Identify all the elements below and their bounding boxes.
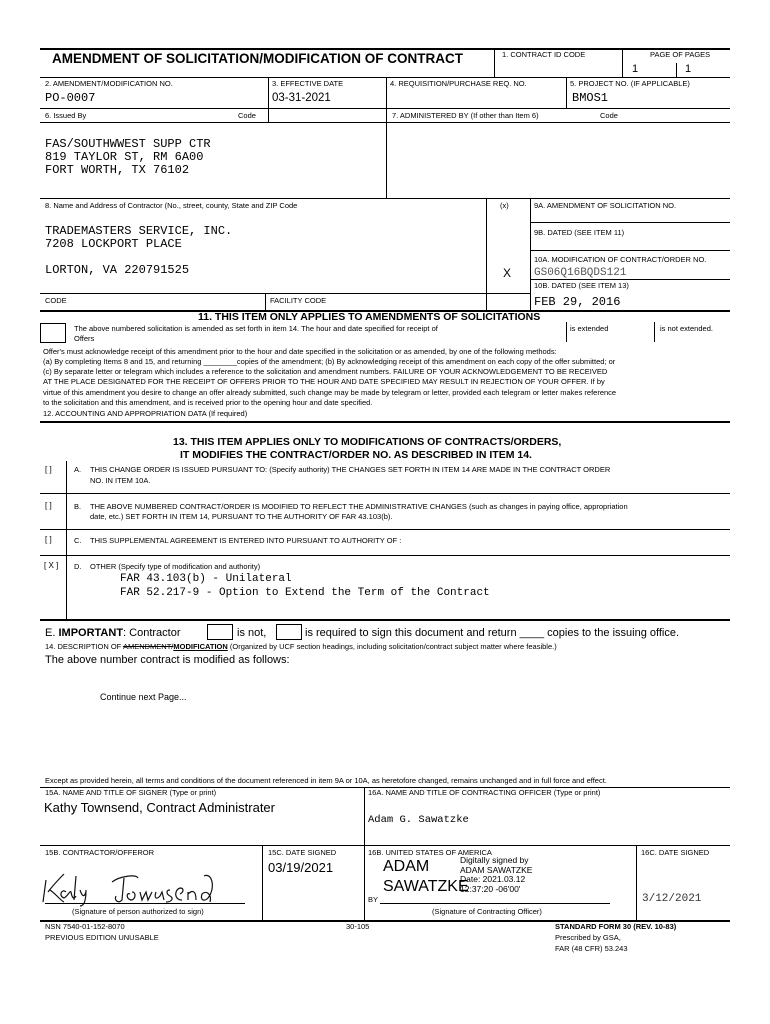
far-citation: FAR (48 CFR) 53.243 [555,944,628,953]
administered-by-label: 7. ADMINISTERED BY (If other than Item 6) [392,111,539,120]
important-line [45,627,181,639]
is-required-label: is required to sign this document and return ____ copies to the issuing office. [305,627,680,639]
amendment-no-label: 2. AMENDMENT/MODIFICATION NO. [45,79,173,88]
rule [265,293,266,310]
label-16b: 16B. UNITED STATES OF AMERICA [368,848,492,857]
section-11-para-3: (c) By separate letter or telegram which includes a reference to the solicitation and amendment numbers. FAILURE OF YOUR ACKNOWLEDGEMENT TO BE RECEIVED [43,367,608,376]
signer-name: Kathy Townsend, Contract Administrater [44,800,275,815]
is-extended-label: is extended [570,324,609,333]
rule [386,77,387,198]
officer-name: Adam G. Sawatzke [368,814,469,826]
is-not-extended-label: is not extended. [660,324,713,333]
rule [40,293,530,294]
contractor-signature [40,862,250,907]
officer-signature-caption: (Signature of Contracting Officer) [432,907,542,916]
rule [40,421,730,423]
issuer-line-1: FAS/SOUTHWWEST SUPP CTR [45,137,211,151]
section-14-label [45,642,557,651]
description-text-2: Continue next Page... [100,692,187,702]
total-pages: 1 [685,63,692,75]
by-label: BY [368,895,379,904]
contractor-line-3: LORTON, VA 220791525 [45,263,190,277]
option-d-authority-2: FAR 52.217-9 - Option to Extend the Term of the Contract [120,587,490,599]
important-contractor: : Contractor [123,627,181,639]
edition-note: PREVIOUS EDITION UNUSABLE [45,933,159,942]
important-prefix: E. [45,627,56,639]
rule [40,122,730,123]
page-number: 1 [632,63,639,75]
facility-code-label: FACILITY CODE [270,296,327,305]
requisition-label: 4. REQUISITION/PURCHASE REQ. NO. [390,79,527,88]
section-14-prefix: 14. DESCRIPTION OF [45,642,123,651]
effective-date-value: 03-31-2021 [272,92,331,104]
option-d-checkbox[interactable]: [ X ] [44,561,59,570]
section-11-para-4: AT THE PLACE DESIGNATED FOR THE RECEIPT OF OFFERS PRIOR TO THE HOUR AND DATE SPECIFIED MAY RESULT IN REJECTION OF YOUR OFFER. If by [43,377,605,386]
important-label: IMPORTANT [58,627,124,639]
digital-signature-line-1: Digitally signed by [460,855,529,865]
option-d-authority-1: FAR 43.103(b) - Unilateral [120,573,292,585]
section-13-title-1: 13. THIS ITEM APPLIES ONLY TO MODIFICATIONS OF CONTRACTS/ORDERS, [173,436,562,448]
option-b-text-2: date, etc.) SET FORTH IN ITEM 14, PURSUANT TO THE AUTHORITY OF FAR 43.103(b). [90,512,393,521]
rule [40,555,730,556]
contractor-signature-caption: (Signature of person authorized to sign) [72,907,204,916]
section-14-suffix: (Organized by UCF section headings, including solicitation/contract subject matter where feasible.) [227,642,557,651]
form-border-top [40,48,730,50]
value-10b: FEB 29, 2016 [534,295,621,309]
officer-signature-line [380,903,610,904]
rule [40,619,730,621]
is-required-checkbox[interactable] [276,624,302,640]
contractor-date-signed: 03/19/2021 [268,860,334,875]
rule [40,108,730,109]
option-b-text-1: THE ABOVE NUMBERED CONTRACT/ORDER IS MODIFIED TO REFLECT THE ADMINISTRATIVE CHANGES (such as changes in paying office, appropriation [90,502,628,511]
issuer-line-2: 819 TAYLOR ST, RM 6A00 [45,150,204,164]
digital-signature-line-4: 12:37:20 -06'00' [460,883,521,894]
prescribed-by: Prescribed by GSA, [555,933,621,942]
rule [622,48,623,77]
option-d-text: OTHER (Specify type of modification and authority) [90,562,261,571]
option-a-text-1: THIS CHANGE ORDER IS ISSUED PURSUANT TO: (Specify authority) THE CHANGES SET FORTH IN ITEM 14 ARE MADE IN THE CONTRACT ORDER [90,465,611,474]
x-mark-10a: X [503,266,512,280]
effective-date-label: 3. EFFECTIVE DATE [272,79,344,88]
rule [268,77,269,122]
rule [636,845,637,920]
option-d-letter: D. [74,562,82,571]
description-text-1: The above number contract is modified as follows: [45,654,290,666]
section-11-checkbox[interactable] [40,323,66,343]
label-10a: 10A. MODIFICATION OF CONTRACT/ORDER NO. [534,255,707,264]
label-10b: 10B. DATED (SEE ITEM 13) [534,281,629,290]
section-11-para-1: Offer's must acknowledge receipt of this amendment prior to the hour and date specified in the solicitation or as amended, by one of the following methods: [43,347,557,356]
section-14-modification: MODIFICATION [173,642,228,651]
code-label: CODE [45,296,67,305]
contract-id-label: 1. CONTRACT ID CODE [502,50,586,59]
form-title: AMENDMENT OF SOLICITATION/MODIFICATION OF CONTRACT [52,51,463,66]
section-11-para-2: (a) By completing Items 8 and 15, and returning ________copies of the amendment; (b) By acknowledging receipt of this amendment on each copy of the offer submitted; or [43,357,616,366]
rule [566,322,567,342]
section-13-title-2: IT MODIFIES THE CONTRACT/ORDER NO. AS DESCRIBED IN ITEM 14. [180,449,532,461]
issuer-line-3: FORT WORTH, TX 76102 [45,163,190,177]
administered-code-label: Code [600,111,618,120]
rule [486,198,487,310]
rule [40,198,730,199]
label-15c: 15C. DATE SIGNED [268,848,337,857]
digital-signature-line-2: ADAM SAWATZKE [460,864,533,875]
rule [66,461,67,619]
section-14-struck: AMENDMENT/ [122,642,174,651]
rule [40,493,730,494]
rule [262,845,263,920]
option-a-letter: A. [74,465,82,474]
rule [40,529,730,530]
digital-signature-details [460,856,532,894]
option-c-letter: C. [74,536,82,545]
digital-signature-line-3: Date: 2021.03.12 [460,874,526,884]
is-not-label: is not, [237,627,267,639]
value-10a: GS06Q16BQDS121 [534,267,627,279]
option-a-checkbox[interactable]: [ ] [45,465,52,474]
digital-signature-name-2: SAWATZKE [383,878,469,895]
contractor-address-label: 8. Name and Address of Contractor (No., street, county, State and ZIP Code [45,201,298,210]
signature-line [45,903,245,904]
option-b-checkbox[interactable]: [ ] [45,501,52,510]
label-15a: 15A. NAME AND TITLE OF SIGNER (Type or print) [45,788,217,797]
option-b-letter: B. [74,502,82,511]
standard-form-number: STANDARD FORM 30 (REV. 10-83) [555,922,677,931]
amendment-no-value: PO-0007 [45,91,96,105]
section-11-para-6: to the solicitation and this amendment, and is received prior to the opening hour and date specified. [43,398,373,407]
terms-statement: Except as provided herein, all terms and conditions of the document referenced in item 9A or 10A, as heretofore changed, remains unchanged and in full force and effect. [45,776,607,785]
digital-signature-name-1: ADAM [383,858,430,875]
label-9a: 9A. AMENDMENT OF SOLICITATION NO. [534,201,677,210]
contractor-line-2: 7208 LOCKPORT PLACE [45,237,182,251]
option-c-text: THIS SUPPLEMENTAL AGREEMENT IS ENTERED INTO PURSUANT TO AUTHORITY OF : [90,536,402,545]
label-16c: 16C. DATE SIGNED [641,848,710,857]
officer-date-signed: 3/12/2021 [642,893,702,905]
contractor-line-1: TRADEMASTERS SERVICE, INC. [45,224,233,238]
project-no-label: 5. PROJECT NO. (IF APPLICABLE) [570,79,690,88]
rule [530,279,730,280]
label-9b: 9B. DATED (SEE ITEM 11) [534,228,625,237]
project-no-value: BMOS1 [572,91,609,105]
section-11-line-2: Offers [74,334,95,343]
nsn-number: NSN 7540-01-152-8070 [45,922,125,931]
label-16a: 16A. NAME AND TITLE OF CONTRACTING OFFICER (Type or print) [368,788,601,797]
rule [40,845,730,846]
x-column-label: (x) [500,201,509,210]
rule [494,48,495,77]
rule [530,250,730,251]
rule [676,63,677,77]
rule [40,77,730,78]
issued-code-label: Code [238,111,256,120]
rule [530,198,531,310]
rule [654,322,655,342]
section-11-para-5: virtue of this amendment you desire to change an offer already submitted, such change may be made by telegram or letter, provided each telegram or letter makes reference [43,388,617,397]
is-not-checkbox[interactable] [207,624,233,640]
rule [566,77,567,108]
rule [530,222,730,223]
label-15b: 15B. CONTRACTOR/OFFEROR [45,848,155,857]
page-of-pages-label: PAGE OF PAGES [650,50,711,59]
issued-by-label: 6. Issued By [45,111,87,120]
section-11-line-1: The above numbered solicitation is amended as set forth in item 14. The hour and date specified for receipt of [74,324,438,333]
rule [364,787,365,920]
option-c-checkbox[interactable]: [ ] [45,535,52,544]
option-a-text-2: NO. IN ITEM 10A. [90,476,151,485]
form-code: 30-105 [346,922,370,931]
section-11-title: 11. THIS ITEM ONLY APPLIES TO AMENDMENTS OF SOLICITATIONS [198,311,541,323]
accounting-label: 12. ACCOUNTING AND APPROPRIATION DATA (If required) [43,409,248,418]
